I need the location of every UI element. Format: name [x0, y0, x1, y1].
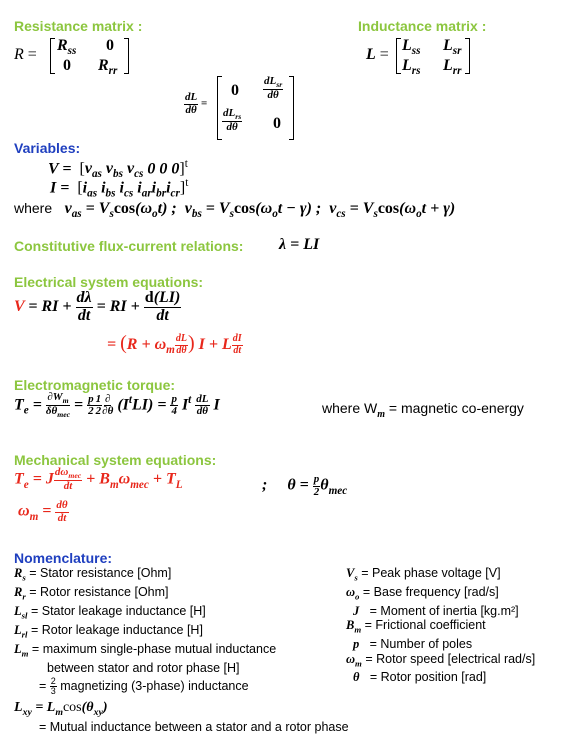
- mechanical-equation: $T_e = J$ $\frac{d\omega_{mec}}{dt}$ + $B_m\omega_{mec} + T_L$: [14, 466, 183, 493]
- electrical-heading: Electrical system equations:: [14, 274, 204, 290]
- where-w-label: where W: [322, 400, 378, 416]
- nomenclature-item: $R_s$ = Stator resistance [Ohm]: [14, 566, 172, 583]
- mechanical-heading: Mechanical system equations:: [14, 452, 217, 468]
- current-vector: $I = [i_{as}$ $i_{bs}$ $i_{cs}$ $i_{ar}i_{br}i_{cr}]^t$: [50, 177, 189, 200]
- coenergy-note: where $W_m$ = magnetic co-energy: [322, 400, 524, 420]
- lxy-definition: = Mutual inductance between a stator and a rotor phase: [39, 720, 349, 735]
- where-label: where: [14, 200, 53, 216]
- coenergy-label: = magnetic co-energy: [385, 400, 524, 416]
- nomenclature-left: [14, 566, 349, 734]
- nomenclature-item: J = Moment of inertia [kg.m²]: [352, 603, 519, 618]
- torque-heading: Electromagnetic torque:: [14, 377, 176, 393]
- phase-voltages: where $v_{as} = V_s\cos(\omega_ot)$ ; $v_{bs} = V_s\cos(\omega_ot - \gamma)$ ; $v_{cs} = V_s\cos(\omega_ot + \gamma)$: [14, 200, 456, 221]
- variables-heading: Variables:: [14, 140, 81, 156]
- voltage-vector: $V = [v_{as}$ $v_{bs}$ $v_{cs}$ 0 0 0]$^t$: [48, 158, 188, 181]
- nomenclature-item: $V_s$ = Peak phase voltage [V]: [346, 566, 501, 583]
- nomenclature-item: $L_{sl}$ = Stator leakage inductance [H]: [14, 603, 206, 621]
- nomenclature-item: θ = Rotor position [rad]: [352, 670, 487, 685]
- constitutive-heading: Constitutive flux-current relations:: [14, 238, 244, 254]
- nomenclature-item: $R_r$ = Rotor resistance [Ohm]: [14, 584, 169, 602]
- resistance-heading: Resistance matrix :: [14, 18, 143, 34]
- flux-relation: λ = LI: [279, 236, 320, 253]
- voltage-equation: V = RI + $\frac{d\lambda}{dt}$ = RI + $\frac{d(LI)}{dt}$: [14, 289, 181, 324]
- nomenclature-item: $L_{rl}$ = Rotor leakage inductance [H]: [14, 622, 203, 640]
- speed-equation: $\omega_m$ = $\frac{d\theta}{dt}$: [18, 499, 68, 524]
- torque-equation: $T_e$ = $\frac{\partial W_m}{\delta\theta_{mec}}$ = $\frac{p}{2}$ $\frac{1}{2}$ $\frac{\partial}{\partial\theta}$ $(I^tLI)$ = $\frac{p}{4}$ $I^t$ $\frac{dL}{d\theta}$ I: [14, 391, 220, 420]
- lxy-line: $L_{xy} = L_m\cos(\theta_{xy})$: [14, 699, 108, 718]
- theta-relation: ; θ = $\frac{p}{2}$ $\theta_{mec}$: [262, 473, 348, 498]
- nomenclature-item: $\omega_o$ = Base frequency [rad/s]: [346, 584, 499, 602]
- nomenclature-item: $B_m$ = Frictional coefficient: [346, 618, 486, 635]
- nomenclature-heading: Nomenclature:: [14, 550, 113, 566]
- voltage-equation-expanded: = ($R + \omega_m$ $\frac{dL}{d\theta}$ ) I + L $\frac{dI}{dt}$: [107, 332, 242, 357]
- nomenclature-item: $L_m$ = maximum single-phase mutual inductance: [14, 641, 277, 659]
- nomenclature-right: [346, 566, 535, 685]
- nomenclature-item: p = Number of poles: [352, 637, 473, 652]
- magnetizing-line: = $\frac{2}{3}$ magnetizing (3-phase) inductance: [39, 675, 249, 697]
- nomenclature-continuation: between stator and rotor phase [H]: [47, 660, 240, 675]
- nomenclature-item: $\omega_m$ = Rotor speed [electrical rad/s]: [346, 651, 536, 669]
- inductance-heading: Inductance matrix :: [358, 18, 487, 34]
